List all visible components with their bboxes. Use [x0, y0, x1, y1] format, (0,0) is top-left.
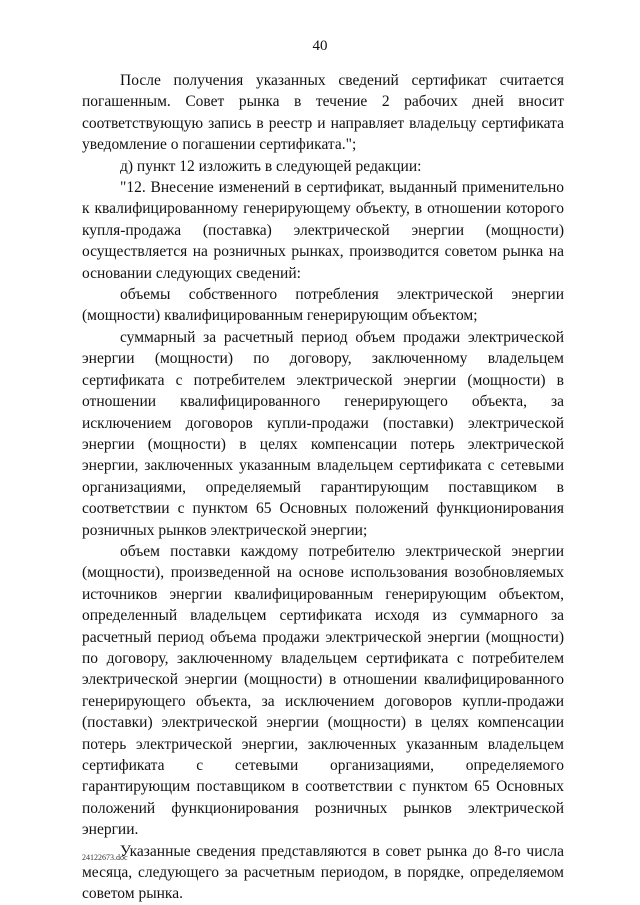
- footer-file-name: 24122673.doc: [82, 853, 128, 862]
- paragraph-item-d: д) пункт 12 изложить в следующей редакции:: [120, 157, 422, 175]
- page-number: 40: [312, 38, 328, 54]
- paragraph-clause-12: "12. Внесение изменений в сертификат, выданный применительно к квалифицированному генерирующему объекту, в отношении которого купля-продажа (поставка) электрической энергии (мощности) осуществляется на розничных рынках, производится советом рынка на основании следующих сведений:: [82, 179, 564, 282]
- paragraph-certificate-cancellation: После получения указанных сведений сертификат считается погашенным. Совет рынка в течение 2 рабочих дней вносит соответствующую запись в реестр и направляет владельцу сертификата уведомление о погашении сертификата.";: [82, 72, 564, 154]
- paragraph-deadline: Указанные сведения представляются в совет рынка до 8-го числа месяца, следующего за расчетным периодом, в порядке, определяемом советом рынка.: [82, 842, 564, 903]
- paragraph-own-consumption: объемы собственного потребления электрической энергии (мощности) квалифицированным генерирующим объектом;: [82, 286, 564, 325]
- paragraph-total-sales: суммарный за расчетный период объем продажи электрической энергии (мощности) по договору, заключенному владельцем сертификата с потребителем электрической энергии (мощности) в отношении квалифицированного генерирующего объекта, за исключением договоров купли-продажи (поставки) электрической энергии (мощности) в целях компенсации потерь электрической энергии, заключенных указанным владельцем сертификата с сетевыми организациями, определяемый гарантирующим поставщиком в соответствии с пунктом 65 Основных положений функционирования розничных рынков электрической энергии;: [82, 328, 564, 539]
- paragraph-supply-volume: объем поставки каждому потребителю электрической энергии (мощности), произведенной на основе использования возобновляемых источников энергии квалифицированным генерирующим объектом, определенный владельцем сертификата исходя из суммарного за расчетный период объема продажи электрической энергии (мощности) по договору, заключенному владельцем сертификата с потребителем электрической энергии (мощности) в отношении квалифицированного генерирующего объекта, за исключением договоров купли-продажи (поставки) электрической энергии (мощности) в целях компенсации потерь электрической энергии, заключенных указанным владельцем сертификата с сетевыми организациями, определяемого гарантирующим поставщиком в соответствии с пунктом 65 Основных положений функционирования розничных рынков электрической энергии.: [82, 542, 564, 839]
- document-body: [82, 70, 564, 905]
